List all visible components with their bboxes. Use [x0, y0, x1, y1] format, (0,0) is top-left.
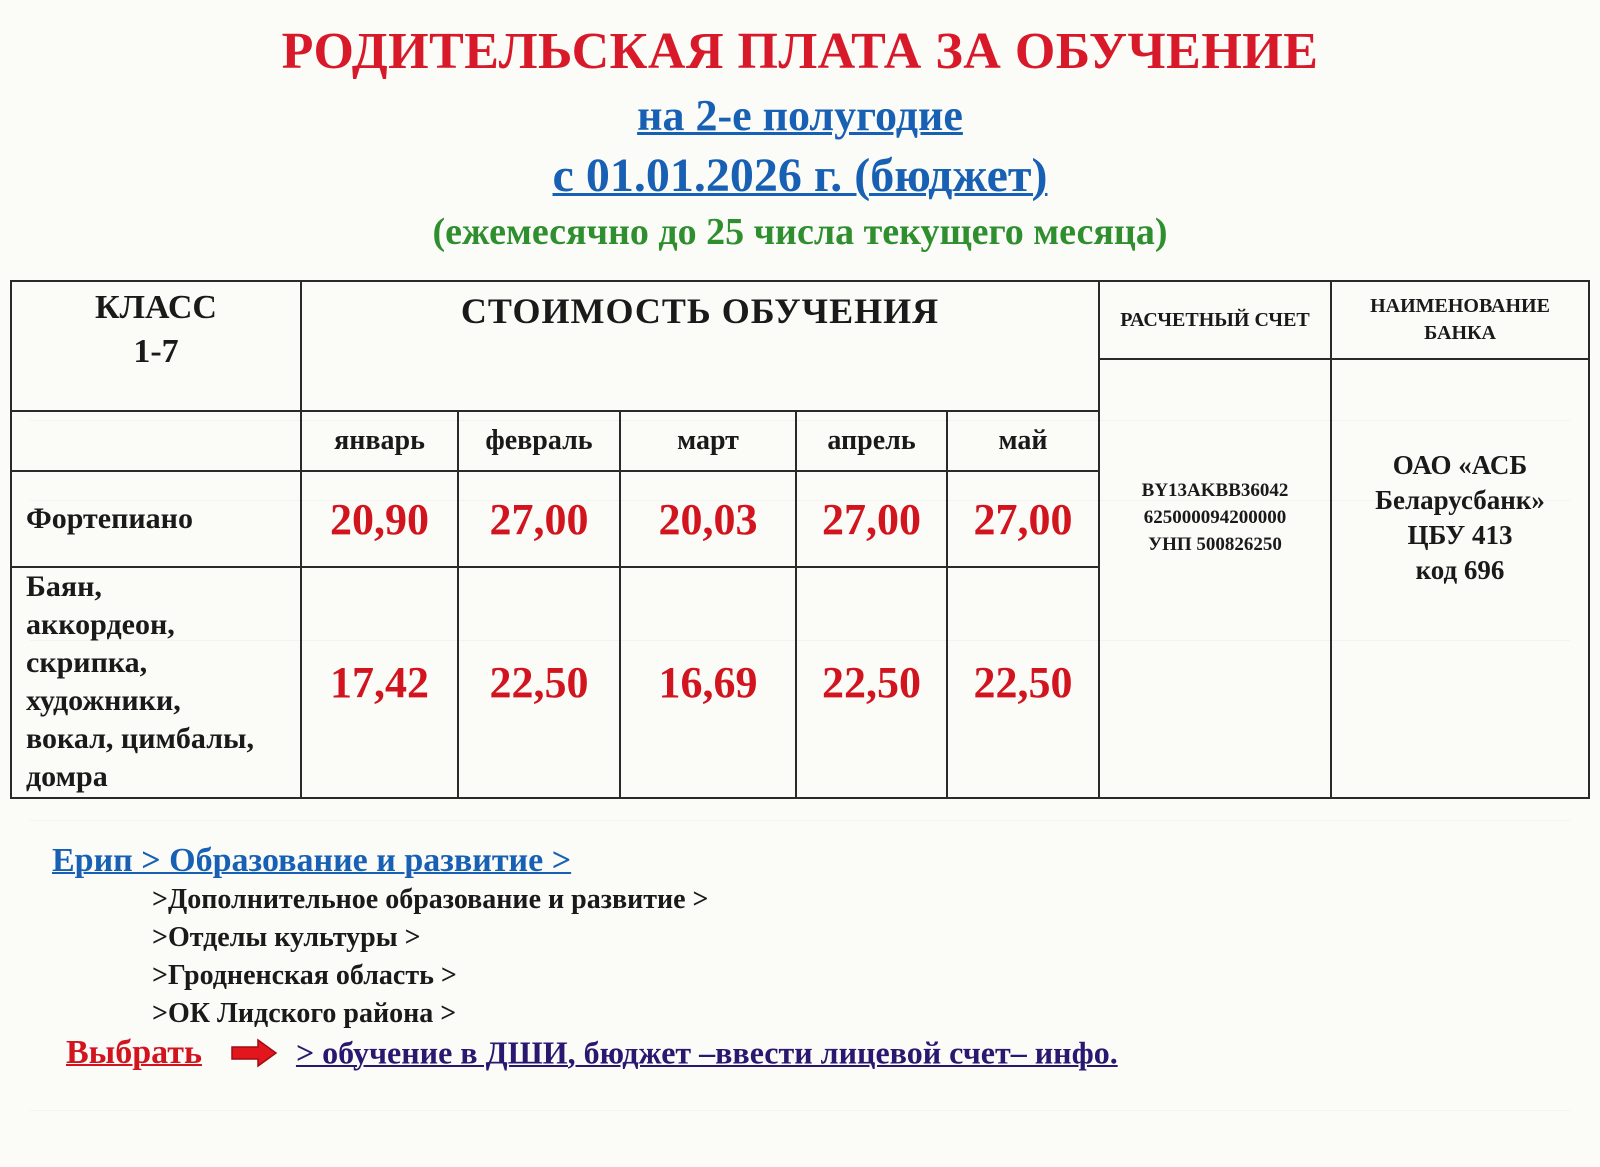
subject-line: вокал, цимбалы,: [26, 722, 254, 756]
subject-line: скрипка,: [26, 646, 148, 680]
price-piano-april: 27,00: [796, 471, 947, 567]
erip-step: >ОК Лидского района >: [152, 998, 457, 1029]
erip-step: >Дополнительное образование и развитие >: [152, 884, 709, 915]
price-other-january: 17,42: [301, 567, 458, 798]
bank-cell: [1331, 359, 1589, 798]
month-may: май: [947, 411, 1099, 471]
month-january: январь: [301, 411, 458, 471]
background-line: [30, 1110, 1570, 1111]
subject-line: аккордеон,: [26, 608, 175, 642]
cost-header: СТОИМОСТЬ ОБУЧЕНИЯ: [301, 281, 1099, 411]
subject-line: художники,: [26, 684, 181, 718]
background-line: [30, 820, 1570, 821]
choose-instruction: [66, 1034, 1118, 1078]
account-header: РАСЧЕТНЫЙ СЧЕТ: [1099, 281, 1331, 359]
page-subtitle: на 2-е полугодие: [637, 91, 963, 140]
class-header-label: КЛАСС: [95, 289, 217, 326]
date-line: с 01.01.2026 г. (бюджет): [552, 149, 1048, 202]
payment-deadline-note: (ежемесячно до 25 числа текущего месяца): [432, 211, 1168, 253]
price-other-april: 22,50: [796, 567, 947, 798]
class-header: [11, 281, 301, 411]
account-number-1: BY13AKBB36042: [1141, 480, 1289, 502]
price-piano-march: 20,03: [620, 471, 796, 567]
erip-path: Ерип > Образование и развитие >: [52, 842, 572, 879]
right-arrow-icon: [230, 1038, 278, 1068]
month-march: март: [620, 411, 796, 471]
bank-header: НАИМЕНОВАНИЕ БАНКА: [1331, 281, 1589, 359]
choose-label: Выбрать: [66, 1034, 202, 1071]
bank-branch: ЦБУ 413: [1407, 520, 1513, 551]
account-cell: [1099, 359, 1331, 798]
unp-number: УНП 500826250: [1148, 533, 1282, 555]
erip-step: >Гродненская область >: [152, 960, 457, 991]
account-number-2: 625000094200000: [1143, 506, 1287, 528]
page-title: РОДИТЕЛЬСКАЯ ПЛАТА ЗА ОБУЧЕНИЕ: [281, 23, 1319, 80]
class-empty-cell: [11, 411, 301, 471]
price-piano-january: 20,90: [301, 471, 458, 567]
price-piano-february: 27,00: [458, 471, 620, 567]
subject-line: Баян,: [26, 570, 102, 603]
subject-piano: Фортепиано: [11, 471, 301, 567]
bank-name-1: ОАО «АСБ: [1392, 450, 1528, 481]
price-other-march: 16,69: [620, 567, 796, 798]
price-other-may: 22,50: [947, 567, 1099, 798]
class-range: 1-7: [133, 333, 179, 371]
month-april: апрель: [796, 411, 947, 471]
choose-service-text: > обучение в ДШИ, бюджет –ввести лицевой счет– инфо.: [295, 1034, 1118, 1071]
bank-name-2: Беларусбанк»: [1375, 485, 1545, 516]
month-february: февраль: [458, 411, 620, 471]
price-piano-may: 27,00: [947, 471, 1099, 567]
bank-code: код 696: [1415, 555, 1505, 586]
subject-line: домра: [26, 760, 108, 794]
price-other-february: 22,50: [458, 567, 620, 798]
fee-table: [10, 280, 1590, 799]
subject-other-instruments: [11, 567, 301, 798]
erip-step: >Отделы культуры >: [152, 922, 421, 953]
